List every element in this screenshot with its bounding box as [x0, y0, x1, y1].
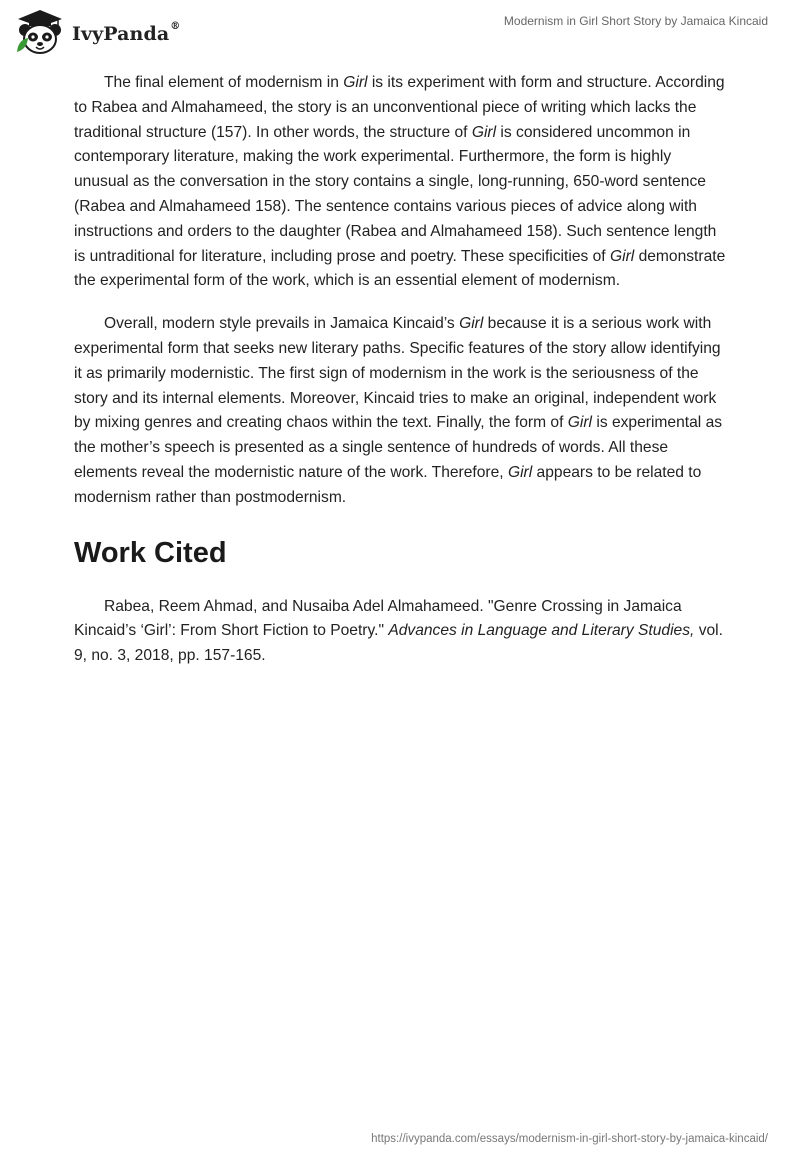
italic-title-text: Girl: [609, 247, 635, 265]
body-paragraph: [74, 312, 728, 510]
italic-title-text: Girl: [459, 315, 484, 333]
text-run: The final element of modernism in: [104, 74, 344, 91]
text-run: appears to be related to modernism rather than postmodernism.: [74, 463, 702, 506]
text-run: is considered uncommon in contemporary literature, making the work experimental. Furthermore, the form is highly unusual as the conversation in the story contains a single, long-running, 650-word sentence (Rabea and Almahameed 158). The sentence contains various pieces of advice along with instructions and orders to the daughter (Rabea and Almahameed 158). Such sentence length is untraditional for literature, including prose and poetry. These specificities of: [74, 123, 717, 265]
source-url[interactable]: https://ivypanda.com/essays/modernism-in-girl-short-story-by-jamaica-kincaid/: [371, 1133, 768, 1145]
text-run: is experimental as the mother’s speech is presented as a single sentence of hundreds of words. All these elements reveal the modernistic nature of the work. Therefore,: [74, 414, 723, 481]
text-run: demonstrate the experimental form of the work, which is an essential element of modernism.: [74, 247, 726, 290]
text-run: Rabea, Reem Ahmad, and Nusaiba Adel Almahameed. "Genre Crossing in Jamaica Kincaid’s ‘Girl’: From Short Fiction to Poetry.": [74, 597, 682, 640]
document-title: Modernism in Girl Short Story by Jamaica Kincaid: [503, 14, 768, 28]
text-run: Overall, modern style prevails in Jamaica Kincaid’s: [104, 315, 460, 333]
italic-title-text: Girl: [343, 74, 368, 91]
text-run: vol. 9, no. 3, 2018, pp. 157-165.: [74, 622, 723, 665]
page-header: [0, 0, 800, 70]
document-body: [74, 71, 728, 687]
ivypanda-logo[interactable]: [14, 8, 180, 56]
text-run: is its experiment with form and structure. According to Rabea and Almahameed, the story is an unconventional piece of writing which lacks the traditional structure (157). In other words, the structure of: [74, 74, 725, 141]
text-run: because it is a serious work with experimental form that seeks new literary paths. Specific features of the story allow identifying it as primarily modernistic. The first sign of modernism in the work is the seriousness of the story and its internal elements. Moreover, Kincaid tries to make an original, independent work by mixing genres and creating chaos within the text. Finally, the form of: [74, 315, 721, 432]
italic-title-text: Girl: [567, 414, 593, 432]
italic-title-text: Girl: [507, 463, 533, 481]
brand-name: IvyPanda®: [72, 21, 181, 45]
italic-title-text: Girl: [471, 123, 497, 141]
panda-mascot-icon: [14, 8, 66, 56]
italic-title-text: Advances in Language and Literary Studies,: [388, 622, 695, 640]
body-paragraph: [74, 71, 728, 294]
citation-entry: [74, 595, 728, 669]
works-cited-heading: Work Cited: [74, 536, 227, 569]
